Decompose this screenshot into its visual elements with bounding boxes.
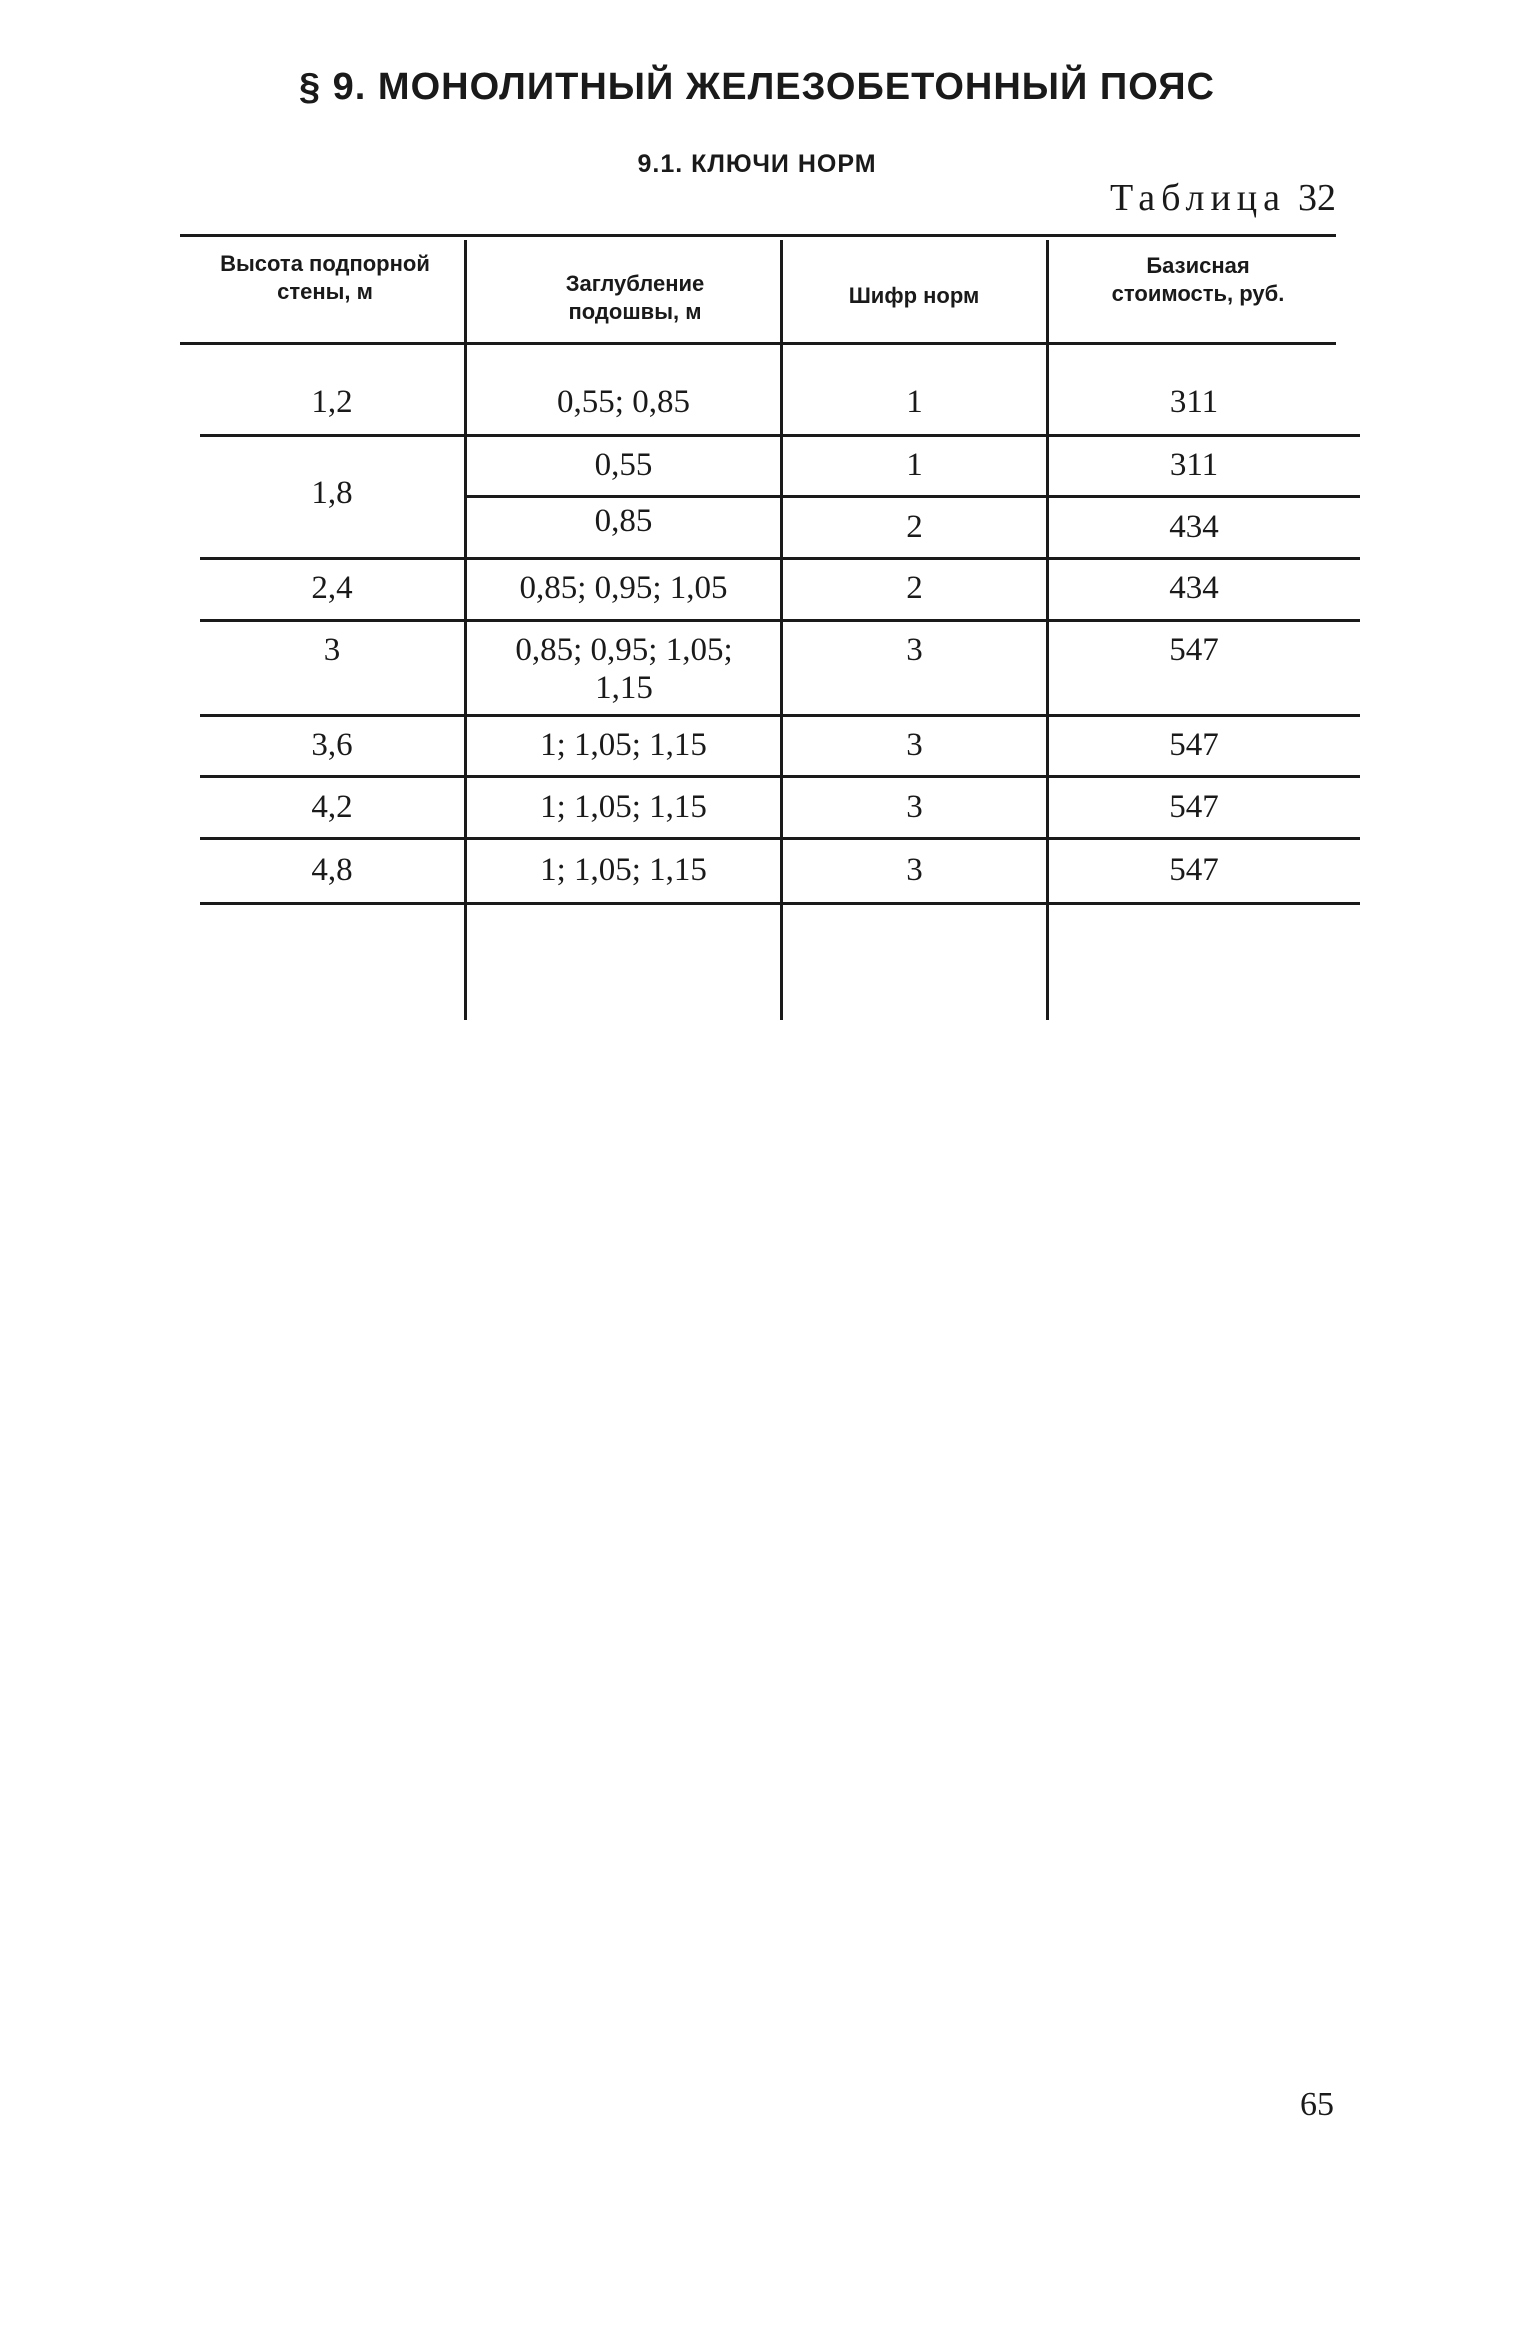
cell-code: 3 — [906, 789, 923, 825]
header-cost: Базисная стоимость, руб. — [1111, 253, 1285, 306]
table-top-rule — [180, 234, 1336, 237]
cell-depth: 1; 1,05; 1,15 — [540, 727, 707, 763]
section-title: § 9. МОНОЛИТНЫЙ ЖЕЛЕЗОБЕТОННЫЙ ПОЯС — [298, 66, 1216, 108]
cell-cost: 547 — [1169, 632, 1219, 668]
cell-height: 4,8 — [311, 852, 353, 888]
norms-table — [180, 230, 1336, 1030]
cell-height: 2,4 — [311, 570, 353, 606]
cell-code: 3 — [906, 727, 923, 763]
cell-depth: 0,85; 0,95; 1,05; 1,15 — [515, 632, 733, 706]
cell-height: 1,2 — [311, 384, 353, 420]
column-rule — [780, 240, 783, 1020]
header-depth: Заглубление подошвы, м — [565, 271, 705, 324]
cell-cost: 547 — [1169, 789, 1219, 825]
cell-code: 1 — [906, 447, 923, 483]
cell-code: 2 — [906, 509, 923, 545]
header-code: Шифр норм — [848, 283, 980, 308]
column-rule — [1046, 240, 1049, 1020]
header-bottom-rule — [180, 342, 1336, 345]
cell-cost: 311 — [1169, 447, 1219, 483]
cell-code: 1 — [906, 384, 923, 420]
cell-height: 3,6 — [311, 727, 353, 763]
table-caption-number: 32 — [1298, 177, 1336, 219]
cell-depth: 1; 1,05; 1,15 — [540, 852, 707, 888]
header-height: Высота подпорной стены, м — [220, 251, 430, 304]
subsection-title: 9.1. КЛЮЧИ НОРМ — [637, 150, 877, 178]
cell-cost: 434 — [1169, 509, 1219, 545]
row-rule — [466, 495, 1360, 498]
cell-cost: 547 — [1169, 852, 1219, 888]
cell-cost: 311 — [1169, 384, 1219, 420]
cell-height: 1,8 — [311, 475, 353, 511]
cell-depth: 0,85; 0,95; 1,05 — [519, 570, 728, 606]
cell-depth: 0,85 — [594, 503, 653, 539]
cell-depth: 0,55; 0,85 — [557, 384, 690, 420]
cell-code: 3 — [906, 852, 923, 888]
cell-cost: 434 — [1169, 570, 1219, 606]
table-caption-word: Таблица — [1109, 177, 1286, 219]
cell-depth: 0,55 — [594, 447, 653, 483]
cell-code: 3 — [906, 632, 923, 668]
cell-depth: 1; 1,05; 1,15 — [540, 789, 707, 825]
cell-cost: 547 — [1169, 727, 1219, 763]
column-rule — [464, 240, 467, 1020]
cell-height: 3 — [323, 632, 341, 668]
cell-height: 4,2 — [311, 789, 353, 825]
cell-code: 2 — [906, 570, 923, 606]
table-caption — [1110, 176, 1336, 220]
page-number: 65 — [1300, 2086, 1334, 2123]
